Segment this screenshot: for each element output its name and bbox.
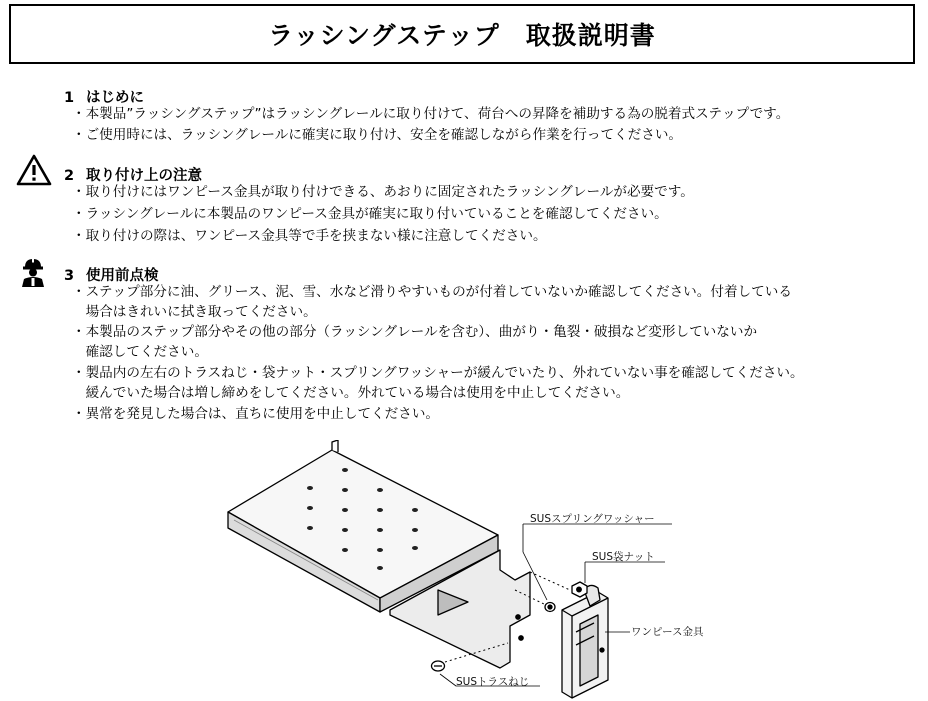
section-3-line-2: 場合はきれいに拭き取ってください。 <box>72 304 317 320</box>
document-title: ラッシングステップ 取扱説明書 <box>9 4 915 64</box>
section-3-line-1: ・ステップ部分に油、グリース、泥、雪、水など滑りやすいものが付着していないか確認してください。付着している <box>72 284 792 300</box>
one-piece-fitting <box>562 585 608 698</box>
label-truss-screw: SUSトラスねじ <box>456 676 530 688</box>
section-1-number: 1 <box>64 90 75 106</box>
section-2-line-2: ・ラッシングレールに本製品のワンピース金具が確実に取り付いていることを確認してください。 <box>72 206 668 222</box>
section-2-line-3: ・取り付けの際は、ワンピース金具等で手を挟まない様に注意してください。 <box>72 228 547 244</box>
step-exploded-diagram <box>210 440 730 700</box>
section-1-line-1: ・本製品”ラッシングステップ”はラッシングレールに取り付けて、荷台への昇降を補助する為の脱着式ステップです。 <box>72 106 790 122</box>
section-2-title: 取り付け上の注意 <box>86 168 202 184</box>
section-3-line-6: 緩んでいた場合は増し締めをしてください。外れている場合は使用を中止してください。 <box>72 385 630 401</box>
warning-triangle-icon <box>16 154 52 186</box>
helmet-worker-icon <box>18 256 48 288</box>
section-3-number: 3 <box>64 268 75 284</box>
section-2-number: 2 <box>64 168 75 184</box>
label-spring-washer: SUSスプリングワッシャー <box>530 513 655 525</box>
section-3-line-7: ・異常を発見した場合は、直ちに使用を中止してください。 <box>72 406 440 422</box>
section-3-line-4: 確認してください。 <box>72 344 208 360</box>
label-cap-nut: SUS袋ナット <box>592 551 655 563</box>
label-one-piece-fitting: ワンピース金具 <box>631 626 704 638</box>
section-2-line-1: ・取り付けにはワンピース金具が取り付けできる、あおりに固定されたラッシングレールが必要です。 <box>72 184 694 200</box>
section-3-line-3: ・本製品のステップ部分やその他の部分（ラッシングレールを含む）、曲がり・亀裂・破損など変形していないか <box>72 324 758 340</box>
section-3-title: 使用前点検 <box>86 268 159 284</box>
section-3-line-5: ・製品内の左右のトラスねじ・袋ナット・スプリングワッシャーが緩んでいたり、外れていない事を確認してください。 <box>72 365 804 381</box>
section-1-title: はじめに <box>86 90 144 106</box>
cap-nut-part <box>572 582 587 597</box>
section-1-line-2: ・ご使用時には、ラッシングレールに確実に取り付け、安全を確認しながら作業を行ってください。 <box>72 127 683 143</box>
spring-washer-part <box>545 603 555 612</box>
